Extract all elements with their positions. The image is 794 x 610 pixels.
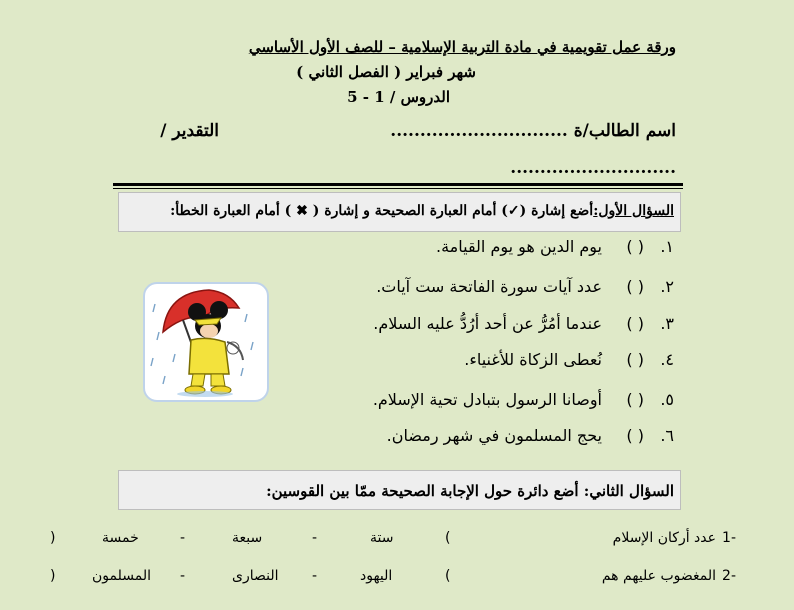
- item-number: ٤.: [660, 350, 674, 369]
- question-two-header: السؤال الثاني: أضع دائرة حول الإجابة الصحيحة ممّا بين القوسين:: [118, 470, 681, 510]
- item-text: يحج المسلمون في شهر رمضان.: [386, 426, 602, 445]
- option-a[interactable]: ستة: [370, 530, 394, 546]
- item-text: عندما أمُرُّ عن أحد أرُدُّ عليه السلام.: [373, 314, 602, 333]
- divider-thick: [113, 183, 683, 186]
- student-name-dots: ............................: [510, 158, 676, 178]
- item-text: عدد آيات سورة الفاتحة ست آيات.: [376, 277, 602, 296]
- list-item: [436, 237, 674, 256]
- mouse-umbrella-illustration: [143, 282, 269, 402]
- list-item: [376, 277, 674, 296]
- close-paren: ): [50, 530, 56, 546]
- option-separator: -: [312, 530, 318, 546]
- answer-blank[interactable]: ( ): [626, 350, 644, 369]
- option-c[interactable]: المسلمون: [92, 568, 151, 584]
- month-label: شهر فبراير ( الفصل الثاني ): [296, 63, 476, 81]
- mcq-row: [0, 530, 794, 554]
- option-b[interactable]: النصارى: [232, 568, 279, 584]
- list-item: [387, 426, 674, 445]
- list-item: [373, 390, 674, 409]
- question-text: عدد أركان الإسلام: [612, 530, 716, 546]
- question-number: 2-: [722, 568, 736, 584]
- open-paren: (: [445, 530, 451, 546]
- option-b[interactable]: سبعة: [232, 530, 263, 546]
- open-paren: (: [445, 568, 451, 584]
- item-number: ٢.: [660, 277, 674, 296]
- student-name-field: اسم الطالب/ة ..............................: [390, 121, 676, 141]
- answer-blank[interactable]: ( ): [626, 314, 644, 333]
- divider-thin: [113, 188, 683, 189]
- answer-blank[interactable]: ( ): [626, 277, 644, 296]
- question-one-prefix: السؤال الأول:: [593, 203, 674, 219]
- item-text: أوصانا الرسول بتبادل تحية الإسلام.: [372, 390, 602, 409]
- item-text: يوم الدين هو يوم القيامة.: [436, 237, 602, 256]
- grade-field: التقدير /: [160, 121, 219, 141]
- option-separator: -: [312, 568, 318, 584]
- mcq-row: [0, 568, 794, 592]
- question-number: 1-: [722, 530, 736, 546]
- list-item: [464, 350, 674, 369]
- item-number: ١.: [660, 237, 674, 256]
- answer-blank[interactable]: ( ): [626, 390, 644, 409]
- item-text: نُعطى الزكاة للأغنياء.: [464, 350, 602, 369]
- option-a[interactable]: اليهود: [360, 568, 393, 584]
- question-text: المغضوب عليهم هم: [601, 568, 716, 584]
- close-paren: ): [50, 568, 56, 584]
- item-number: ٥.: [660, 390, 674, 409]
- question-one-header: [118, 192, 681, 232]
- item-number: ٣.: [660, 314, 674, 333]
- answer-blank[interactable]: ( ): [626, 237, 644, 256]
- option-c[interactable]: خمسة: [102, 530, 139, 546]
- answer-blank[interactable]: ( ): [626, 426, 644, 445]
- item-number: ٦.: [660, 426, 674, 445]
- worksheet-title: ورقة عمل تقويمية في مادة التربية الإسلامية – للصف الأول الأساسي: [248, 38, 676, 56]
- lessons-label: الدروس / 1 - 5: [347, 88, 450, 106]
- option-separator: -: [180, 568, 186, 584]
- question-one-instruction: أضع إشارة (✓) أمام العبارة الصحيحة و إشارة ( ✖ ) أمام العبارة الخطأ:: [170, 203, 594, 219]
- option-separator: -: [180, 530, 186, 546]
- list-item: [373, 314, 674, 333]
